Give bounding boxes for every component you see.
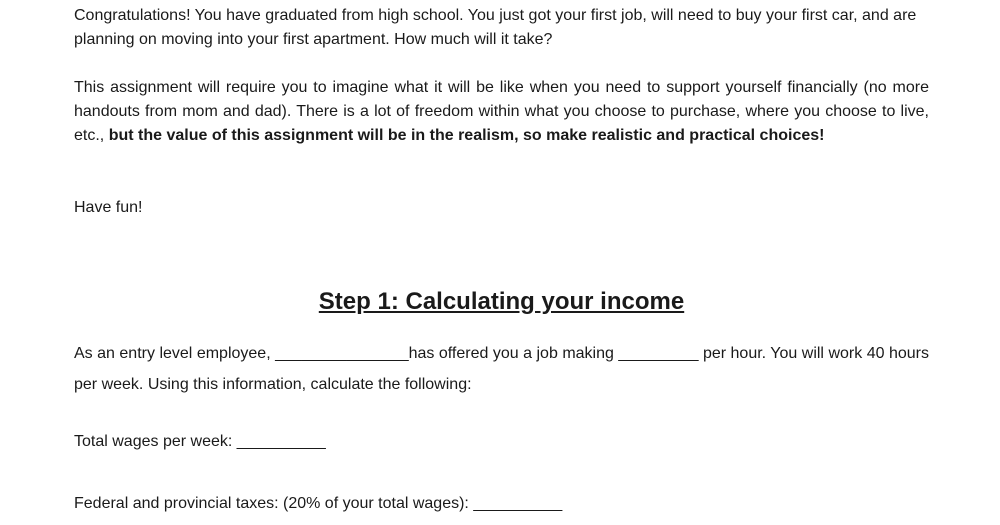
employer-blank[interactable]: _______________	[275, 345, 409, 362]
total-wages-line	[74, 430, 929, 454]
assignment-emphasis: but the value of this assignment will be in the realism, so make realistic and practical choices!	[108, 127, 825, 144]
employer-prefix: As an entry level employee,	[74, 345, 276, 362]
wage-suffix: per hour. You will work 40 hours per week. Using this information, calculate the following:	[74, 345, 929, 393]
taxes-label: Federal and provincial taxes: (20% of your total wages):	[74, 495, 474, 512]
total-wages-blank[interactable]: __________	[236, 433, 326, 450]
wage-prefix: has offered you a job making	[408, 345, 619, 362]
total-wages-label: Total wages per week:	[74, 433, 237, 450]
wage-blank[interactable]: _________	[618, 345, 699, 362]
intro-paragraph: Congratulations! You have graduated from high school. You just got your first job, will need to buy your first car, and are planning on moving into your first apartment. How much will it take?	[74, 7, 917, 48]
step1-instructions	[74, 338, 929, 400]
assignment-paragraph	[74, 76, 929, 148]
assignment-text: This assignment will require you to imagine what it will be like when you need to support yourself financially (no more handouts from mom and dad). There is a lot of freedom within what you choose to purchase, where you choose to live, etc.,	[74, 79, 929, 144]
taxes-blank[interactable]: __________	[473, 495, 563, 512]
taxes-line	[74, 492, 929, 516]
closing-line: Have fun!	[74, 199, 143, 216]
step1-heading: Step 1: Calculating your income	[318, 288, 685, 315]
